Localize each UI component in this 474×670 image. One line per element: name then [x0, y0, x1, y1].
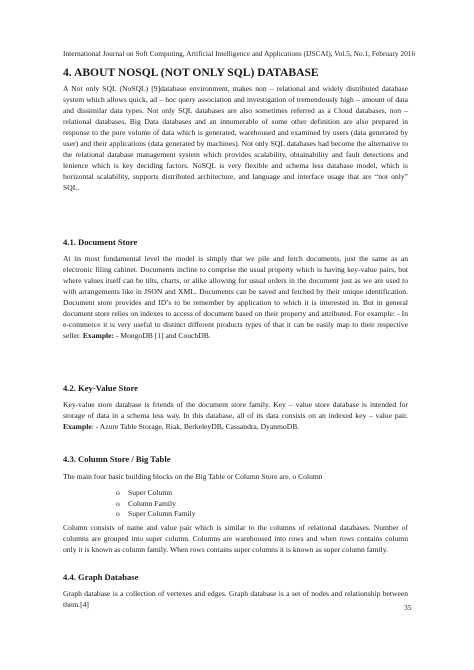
list-item-label: Super Column: [128, 488, 173, 497]
key-value-example-text: : - Azure Table Storage, Riak, BerkeleyDB, Cassandra, DyanmoDB.: [91, 422, 300, 432]
graph-database-paragraph: Graph database is a collection of vertexes and edges. Graph database is a set of nodes and relationship between them.[4]: [63, 589, 408, 610]
document-store-example-label: Example: -: [82, 331, 119, 341]
key-value-paragraph: [63, 399, 408, 432]
column-store-paragraph: Column consists of name and value pair which is similar to the columns of relational databases. Number of columns are grouped into super column. Columns are warehoused into rows and when rows contains column only it is known as column family. When rows contains super columns it is known as super column family.: [63, 523, 408, 555]
bullet-marker: o: [116, 498, 120, 508]
key-value-heading: 4.2. Key-Value Store: [63, 383, 138, 393]
document-store-heading: 4.1. Document Store: [63, 237, 138, 247]
bullet-marker: o: [116, 488, 120, 497]
list-item: [116, 509, 196, 520]
list-item-label: Column Family: [128, 498, 176, 508]
key-value-example-label: Example: [63, 422, 92, 432]
bullet-marker: o: [116, 509, 120, 519]
page-number: 35: [404, 603, 412, 612]
list-item: [116, 488, 196, 499]
list-item-label: Super Column Family: [128, 509, 196, 519]
column-store-list: [116, 488, 196, 520]
graph-database-heading: 4.4. Graph Database: [63, 572, 139, 582]
list-item: [116, 499, 196, 510]
document-store-example-text: MongoDB [1] and CouchDB.: [118, 331, 211, 341]
intro-paragraph: A Not only SQL (NoSQL) [9]database environment, makes non – relational and widely distributed database system which allows quick, ad – hoc query association and investigation of tremendously high – amount of data and dissimilar data types. Not only SQL databases are also sometimes referred as a Cloud databases, non – relational databases, Big Data databases and an innumerable of some other definition are also prepared in response to the pure volume of data which is generated, warehoused and examined by users (data generated by user) and their applications (data generated by machines). Not only SQL databases had become the alternative to the relational database management system which provides scalability, obtainability and fault detections and lenience which is key deciding factors. NoSQL is very flexible and schema less database model, which is horizontal scalability, supports distributed architecture, and language and interface usage that are “not only” SQL.: [63, 84, 408, 193]
running-head: International Journal on Soft Computing, Artificial Intelligence and Applications (IJSCAI), Vol.5, No.1, February 2016: [63, 49, 416, 58]
column-store-intro: The main four basic building blocks on the Big Table or Column Store are. o Column: [63, 472, 323, 481]
document-store-body: At its most fundamental level the model is simply that we pile and fetch documents, just the same as an electronic filing cabinet. Documents incline to comprise the usual property which is having key-value pairs, but where values itself can be tilts, charts, or alike allowing for usual orders in the document just as we are used to with arrangements like in JSON and XML. Documents can be saved and fetched by their unique identification. Document store provides and ID’s to be remember by application to which it is interested in. But in general document store relies on indexes to access of document based on their property and attributed. For example: - In e-commerce it is very useful to distinct different products types of that it can be easily map to their respective seller.: [63, 254, 408, 341]
column-store-heading: 4.3. Column Store / Big Table: [63, 454, 171, 464]
document-store-paragraph: [63, 253, 408, 341]
key-value-body: Key-value store database is friends of the document store family. Key – value store database is intended for storage of data in a schema less way. In this database, all of its data consists on an indexed key – value pair.: [63, 400, 408, 421]
section-title: 4. ABOUT NOSQL (NOT ONLY SQL) DATABASE: [63, 66, 319, 79]
